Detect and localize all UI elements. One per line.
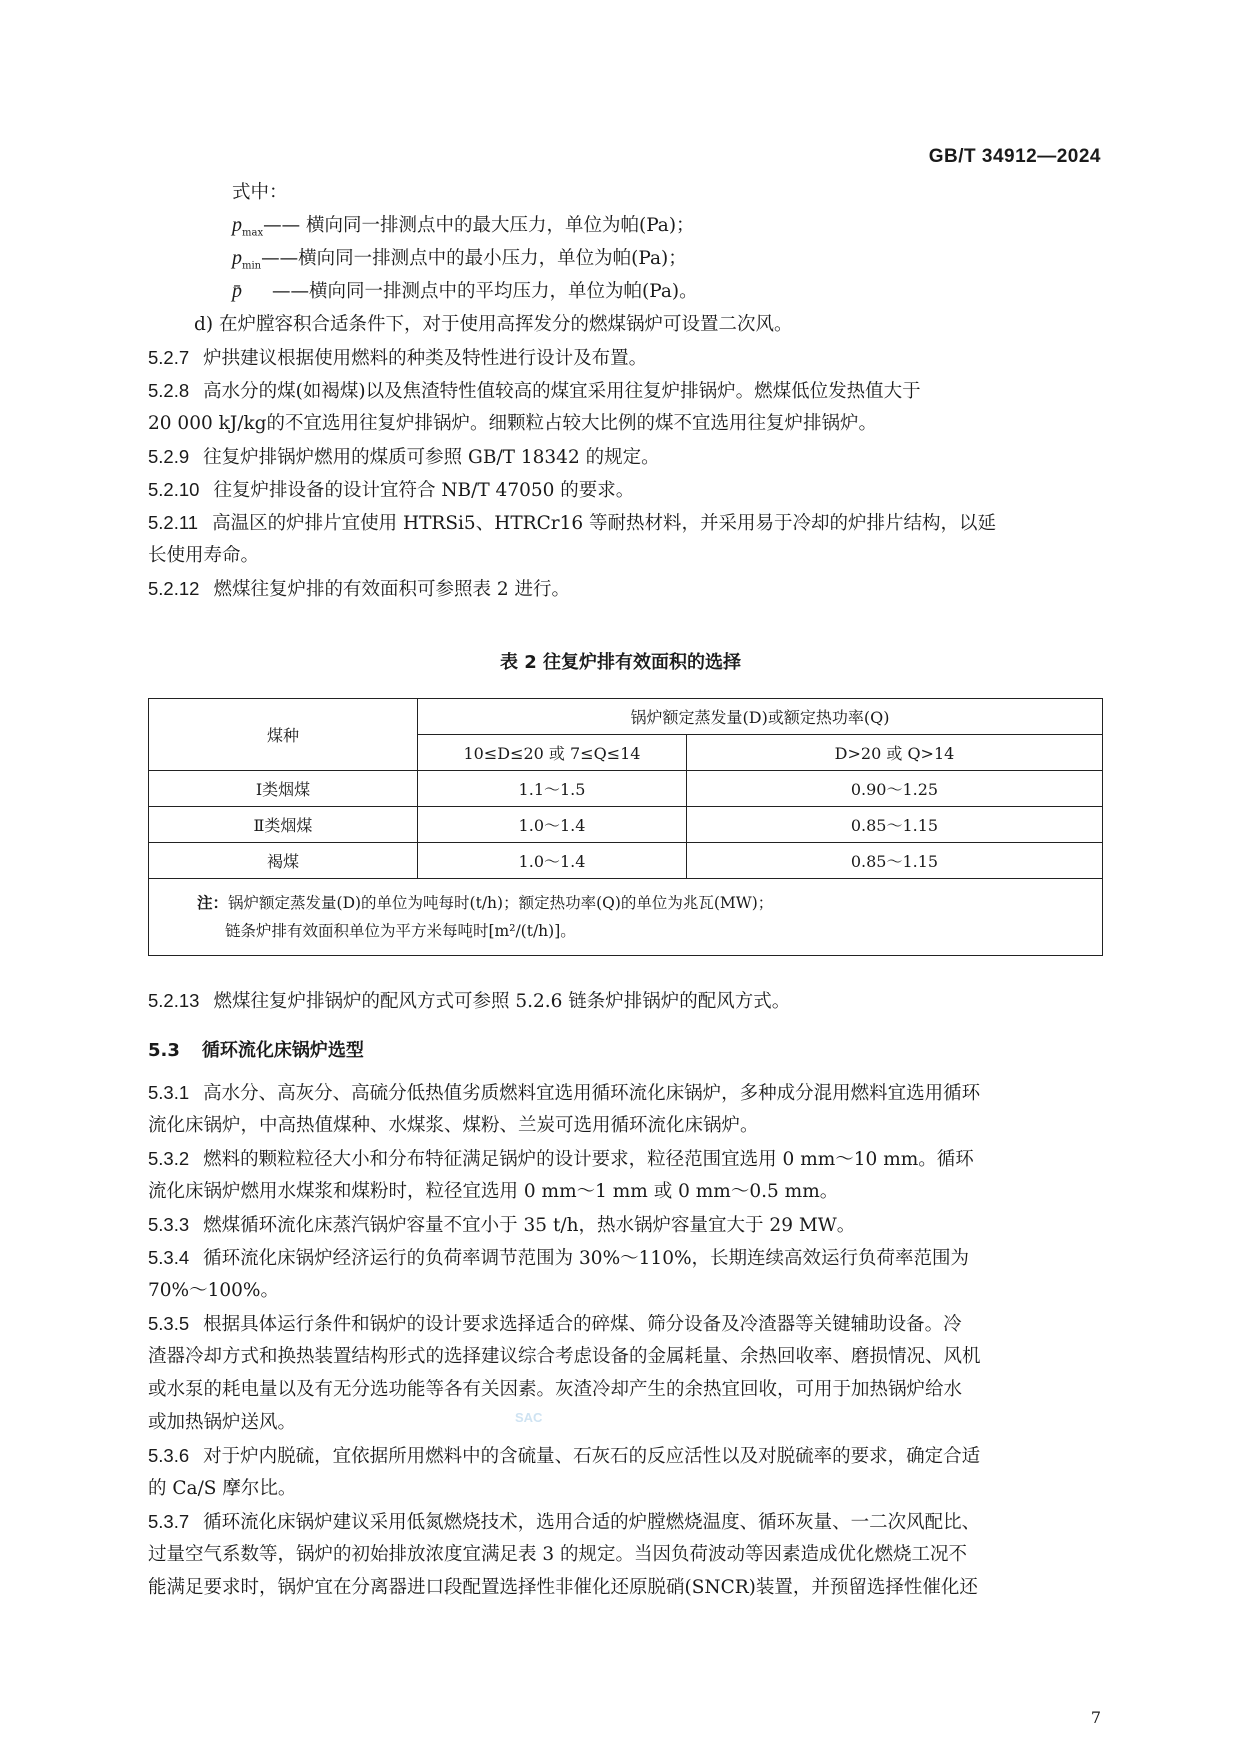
note-line-1: 锅炉额定蒸发量(D)的单位为吨每时(t/h)；额定热功率(Q)的单位为兆瓦(MW)； [228, 894, 774, 912]
clause-text: 或水泵的耗电量以及有无分选功能等各有关因素。灰渣冷却产生的余热宜回收，可用于加热锅炉给水 [148, 1379, 963, 1400]
clause-text: 燃料的颗粒粒径大小和分布特征满足锅炉的设计要求，粒径范围宜选用 0 mm～10 mm。循环 [203, 1149, 974, 1170]
clause-text: 流化床锅炉，中高热值煤种、水煤浆、煤粉、兰炭可选用循环流化床锅炉。 [148, 1115, 759, 1136]
clause-text: 高水分的煤(如褐煤)以及焦渣特性值较高的煤宜采用往复炉排锅炉。燃煤低位发热值大于 [203, 381, 921, 402]
clause-text: 高温区的炉排片宜使用 HTRSi5、HTRCr16 等耐热材料，并采用易于冷却的炉排片结构，以延 [212, 513, 997, 534]
symbol-pmax: $p_{max}——$ 横向同一排测点中的最大压力，单位为帕(Pa)； [232, 214, 695, 239]
table-note [149, 879, 1103, 956]
clause-text: 高水分、高灰分、高硫分低热值劣质燃料宜选用循环流化床锅炉，多种成分混用燃料宜选用循环 [203, 1083, 981, 1104]
col-header-sub2: D>20 或 Q>14 [687, 735, 1103, 771]
clause-text: 炉拱建议根据使用燃料的种类及特性进行设计及布置。 [203, 348, 648, 369]
col-header-coal: 煤种 [149, 699, 418, 771]
clause-text: 能满足要求时，锅炉宜在分离器进口段配置选择性非催化还原脱硝(SNCR)装置，并预留选择性催化还 [148, 1577, 978, 1598]
table-cell: 褐煤 [149, 843, 418, 879]
clause-line [148, 1410, 1103, 1435]
formula-intro: 式中： [232, 182, 288, 203]
clause-text: 往复炉排设备的设计宜符合 NB/T 47050 的要求。 [213, 480, 635, 501]
clause-line [148, 1080, 1103, 1106]
clause-number: 5.3.6 [148, 1445, 190, 1466]
clause-line [148, 345, 1103, 371]
item-d: d) 在炉膛容积合适条件下，对于使用高挥发分的燃煤锅炉可设置二次风。 [194, 314, 793, 335]
table-cell: Ⅱ类烟煤 [149, 807, 418, 843]
note-label: 注： [197, 894, 229, 912]
clause-line [148, 1278, 1103, 1303]
col-header-group: 锅炉额定蒸发量(D)或额定热功率(Q) [418, 699, 1103, 735]
clause-line [148, 1245, 1103, 1271]
clause-text: 循环流化床锅炉经济运行的负荷率调节范围为 30%～110%，长期连续高效运行负荷率范围为 [203, 1248, 970, 1269]
clause-line [148, 1509, 1103, 1535]
clause-number: 5.3.1 [148, 1082, 190, 1103]
col-header-sub1: 10≤D≤20 或 7≤Q≤14 [418, 735, 687, 771]
clause-line [148, 1377, 1103, 1402]
sac-watermark: SAC [515, 1410, 543, 1425]
table-row [149, 807, 1103, 843]
clause-number: 5.2.7 [148, 347, 190, 368]
clause-text: 或加热锅炉送风。 [148, 1412, 297, 1433]
clause-text: 往复炉排锅炉燃用的煤质可参照 GB/T 18342 的规定。 [203, 447, 660, 468]
clause-line [148, 378, 1103, 404]
clause-number: 5.2.8 [148, 380, 190, 401]
standard-number: GB/T 34912—2024 [928, 146, 1101, 167]
clause-number: 5.3.4 [148, 1247, 190, 1268]
clause-text: 燃煤循环流化床蒸汽锅炉容量不宜小于 35 t/h，热水锅炉容量宜大于 29 MW。 [203, 1215, 856, 1236]
table-cell: 1.1～1.5 [418, 771, 687, 807]
clause-text: 燃煤往复炉排的有效面积可参照表 2 进行。 [213, 579, 570, 600]
clause-line [148, 444, 1103, 470]
page-number: 7 [1090, 1708, 1101, 1727]
clause-5-2-13: 5.2.13 燃煤往复炉排锅炉的配风方式可参照 5.2.6 链条炉排锅炉的配风方式。 [148, 990, 791, 1012]
clause-text: 根据具体运行条件和锅炉的设计要求选择适合的碎煤、筛分设备及冷渣器等关键辅助设备。冷 [203, 1314, 962, 1335]
table-title: 表 2 往复炉排有效面积的选择 [499, 652, 742, 673]
clause-number: 5.2.11 [148, 512, 199, 533]
clause-line [148, 1146, 1103, 1172]
clause-line [148, 1179, 1103, 1204]
note-line-2: 链条炉排有效面积单位为平方米每吨时[m²/(t/h)]。 [225, 922, 576, 940]
clause-number: 5.2.10 [148, 479, 200, 500]
clause-text: 渣器冷却方式和换热装置结构形式的选择建议综合考虑设备的金属耗量、余热回收率、磨损情况、风机 [148, 1346, 981, 1367]
clause-line [148, 1212, 1103, 1238]
clause-line [148, 1311, 1103, 1337]
clause-line [148, 1575, 1103, 1600]
clause-text: 的 Ca/S 摩尔比。 [148, 1478, 297, 1499]
table-cell: Ⅰ类烟煤 [149, 771, 418, 807]
table-row [149, 771, 1103, 807]
clause-line [148, 1443, 1103, 1469]
section-heading-5-3: 5.3 循环流化床锅炉选型 [148, 1040, 364, 1061]
clause-text: 流化床锅炉燃用水煤浆和煤粉时，粒径宜选用 0 mm～1 mm 或 0 mm～0.5 mm。 [148, 1181, 839, 1202]
clause-text: 20 000 kJ/kg的不宜选用往复炉排锅炉。细颗粒占较大比例的煤不宜选用往复炉排锅炉。 [148, 413, 878, 434]
clause-text: 70%～100%。 [148, 1280, 280, 1301]
clause-line [148, 411, 1103, 436]
clause-line [148, 510, 1103, 536]
clause-number: 5.3.2 [148, 1148, 190, 1169]
clause-text: 循环流化床锅炉建议采用低氮燃烧技术，选用合适的炉膛燃烧温度、循环灰量、一二次风配比、 [203, 1512, 981, 1533]
clause-line [148, 1113, 1103, 1138]
clause-line [148, 1476, 1103, 1501]
clause-number: 5.2.9 [148, 446, 190, 467]
table-2 [148, 698, 1103, 956]
table-cell: 0.85～1.15 [687, 843, 1103, 879]
symbol-pmin: $p_{min}——$横向同一排测点中的最小压力，单位为帕(Pa)； [232, 247, 687, 272]
clause-number: 5.3.7 [148, 1511, 190, 1532]
clause-line [148, 543, 1103, 568]
clause-text: 长使用寿命。 [148, 545, 260, 566]
clause-text: 对于炉内脱硫，宜依据所用燃料中的含硫量、石灰石的反应活性以及对脱硫率的要求，确定合适 [203, 1446, 981, 1467]
clause-line [148, 576, 1103, 602]
clause-line [148, 1344, 1103, 1369]
clause-line [148, 1542, 1103, 1567]
clause-number: 5.3.3 [148, 1214, 190, 1235]
clause-number: 5.3.5 [148, 1313, 190, 1334]
table-cell: 1.0～1.4 [418, 807, 687, 843]
clause-text: 过量空气系数等，锅炉的初始排放浓度宜满足表 3 的规定。当因负荷波动等因素造成优化燃烧工况不 [148, 1544, 968, 1565]
table-cell: 0.85～1.15 [687, 807, 1103, 843]
table-cell: 0.90～1.25 [687, 771, 1103, 807]
table-row [149, 843, 1103, 879]
table-cell: 1.0～1.4 [418, 843, 687, 879]
symbol-pavg: p̄ ——横向同一排测点中的平均压力，单位为帕(Pa)。 [232, 280, 698, 302]
clause-line [148, 477, 1103, 503]
clause-number: 5.2.12 [148, 578, 200, 599]
